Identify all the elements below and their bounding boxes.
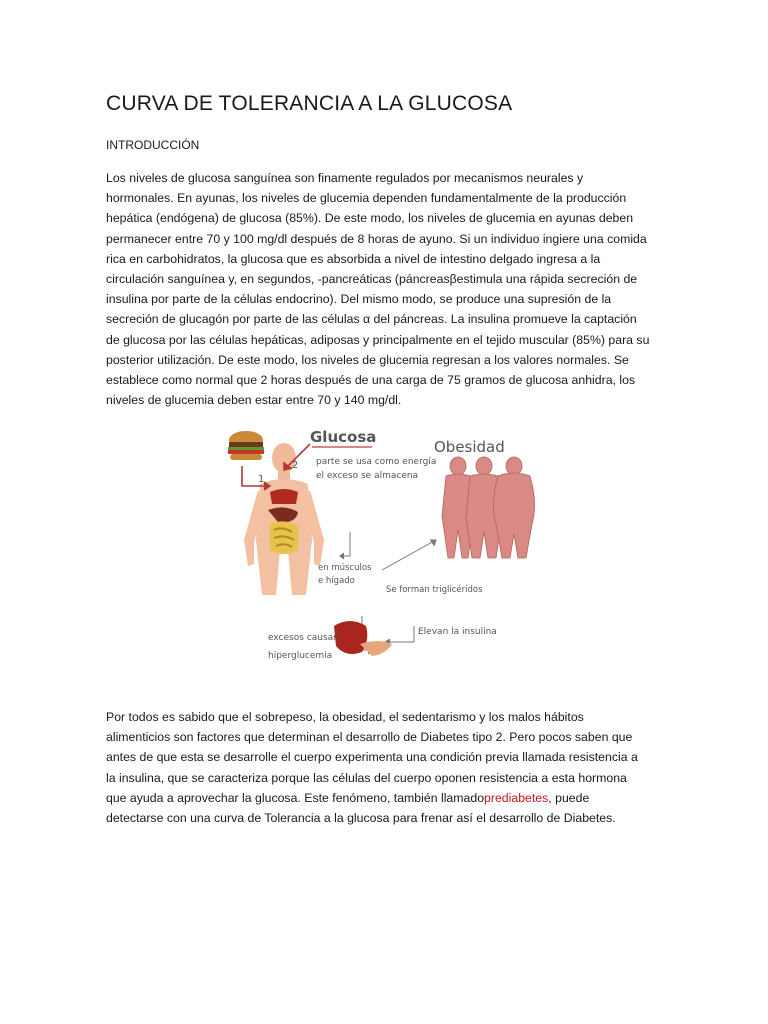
pancreas-icon — [334, 621, 392, 656]
excess-label-line1: excesos causan — [268, 633, 339, 643]
muscles-label-line1: en músculos — [318, 563, 372, 573]
step-2-label: 2 — [292, 460, 299, 471]
step-1-label: 1 — [258, 474, 265, 485]
paragraph-line: circulación sanguínea y, en segundos, -pancreáticas (páncreasβestimula una rápida secreción de — [106, 272, 638, 287]
paragraph-text: , puede — [548, 790, 590, 805]
paragraph-line: la insulina, que se caracteriza porque las células del cuerpo oponen resistencia a esta hormona — [106, 770, 627, 785]
intro-paragraph — [106, 168, 666, 410]
burger-icon — [228, 431, 264, 460]
paragraph-line: niveles de glucemia deben estar entre 70 y 140 mg/dl. — [106, 393, 402, 408]
paragraph-line: hepática (endógena) de glucosa (85%). De este modo, los niveles de glucemia en ayunas deben — [106, 211, 634, 226]
excess-label-line2: hiperglucemia — [268, 651, 333, 661]
paragraph-text: que ayuda a aprovechar la glucosa. Este fenómeno, también llamado — [106, 790, 485, 805]
prediabetes-link[interactable]: prediabetes — [484, 790, 549, 805]
triglycerides-label: Se forman triglicéridos — [386, 585, 483, 595]
paragraph-line — [106, 788, 666, 808]
section-heading: INTRODUCCIÓN — [106, 138, 200, 152]
paragraph-line: detectarse con una curva de Tolerancia a la glucosa para frenar así el desarrollo de Diabetes. — [106, 811, 616, 826]
paragraph-line: alimenticios son factores que determinan el desarrollo de Diabetes tipo 2. Pero pocos saben que — [106, 730, 633, 745]
paragraph-line: establece como normal que 2 horas después de una carga de 75 gramos de glucosa anhidra, los — [106, 373, 636, 388]
obesity-silhouettes — [442, 457, 535, 558]
paragraph-line: hormonales. En ayunas, los niveles de glucemia dependen fundamentalmente de la producción — [106, 191, 627, 206]
paragraph-line: insulina por parte de la células endocrino). Del mismo modo, se produce una supresión de la — [106, 292, 612, 307]
paragraph-line: secreción de glucagón por parte de las células α del páncreas. La insulina promueve la captación — [106, 312, 637, 327]
paragraph-line: posterior utilización. De este modo, los niveles de glucemia regresan a los valores normales. Se — [106, 352, 629, 367]
paragraph-line: rica en carbohidratos, la glucosa que es absorbida a nivel de intestino delgado ingresa a la — [106, 251, 601, 266]
energy-label-line1: parte se usa como energía — [316, 457, 437, 467]
paragraph-line: Los niveles de glucosa sanguínea son finamente regulados por mecanismos neurales y — [106, 171, 584, 185]
insulin-label: Elevan la insulina — [418, 627, 497, 637]
energy-label-line2: el exceso se almacena — [316, 471, 419, 481]
paragraph-line: Por todos es sabido que el sobrepeso, la obesidad, el sedentarismo y los malos hábitos — [106, 710, 584, 724]
obesidad-label: Obesidad — [434, 438, 505, 456]
paragraph-line: permanecer entre 70 y 100 mg/dl después de 8 horas de ayuno. Si un individuo ingiere una comida — [106, 231, 647, 246]
muscles-label-line2: e hígado — [318, 576, 355, 586]
glucose-obesity-illustration — [222, 420, 544, 692]
paragraph-line: de glucosa por las células hepáticas, adiposas y principalmente en el tejido muscular (85%) para su — [106, 332, 650, 347]
paragraph-line: antes de que esta se desarrolle el cuerpo experimenta una condición previa llamada resistencia a — [106, 750, 638, 765]
page-title: CURVA DE TOLERANCIA A LA GLUCOSA — [106, 92, 513, 115]
glucosa-label: Glucosa — [310, 428, 377, 446]
prediabetes-paragraph — [106, 707, 666, 828]
